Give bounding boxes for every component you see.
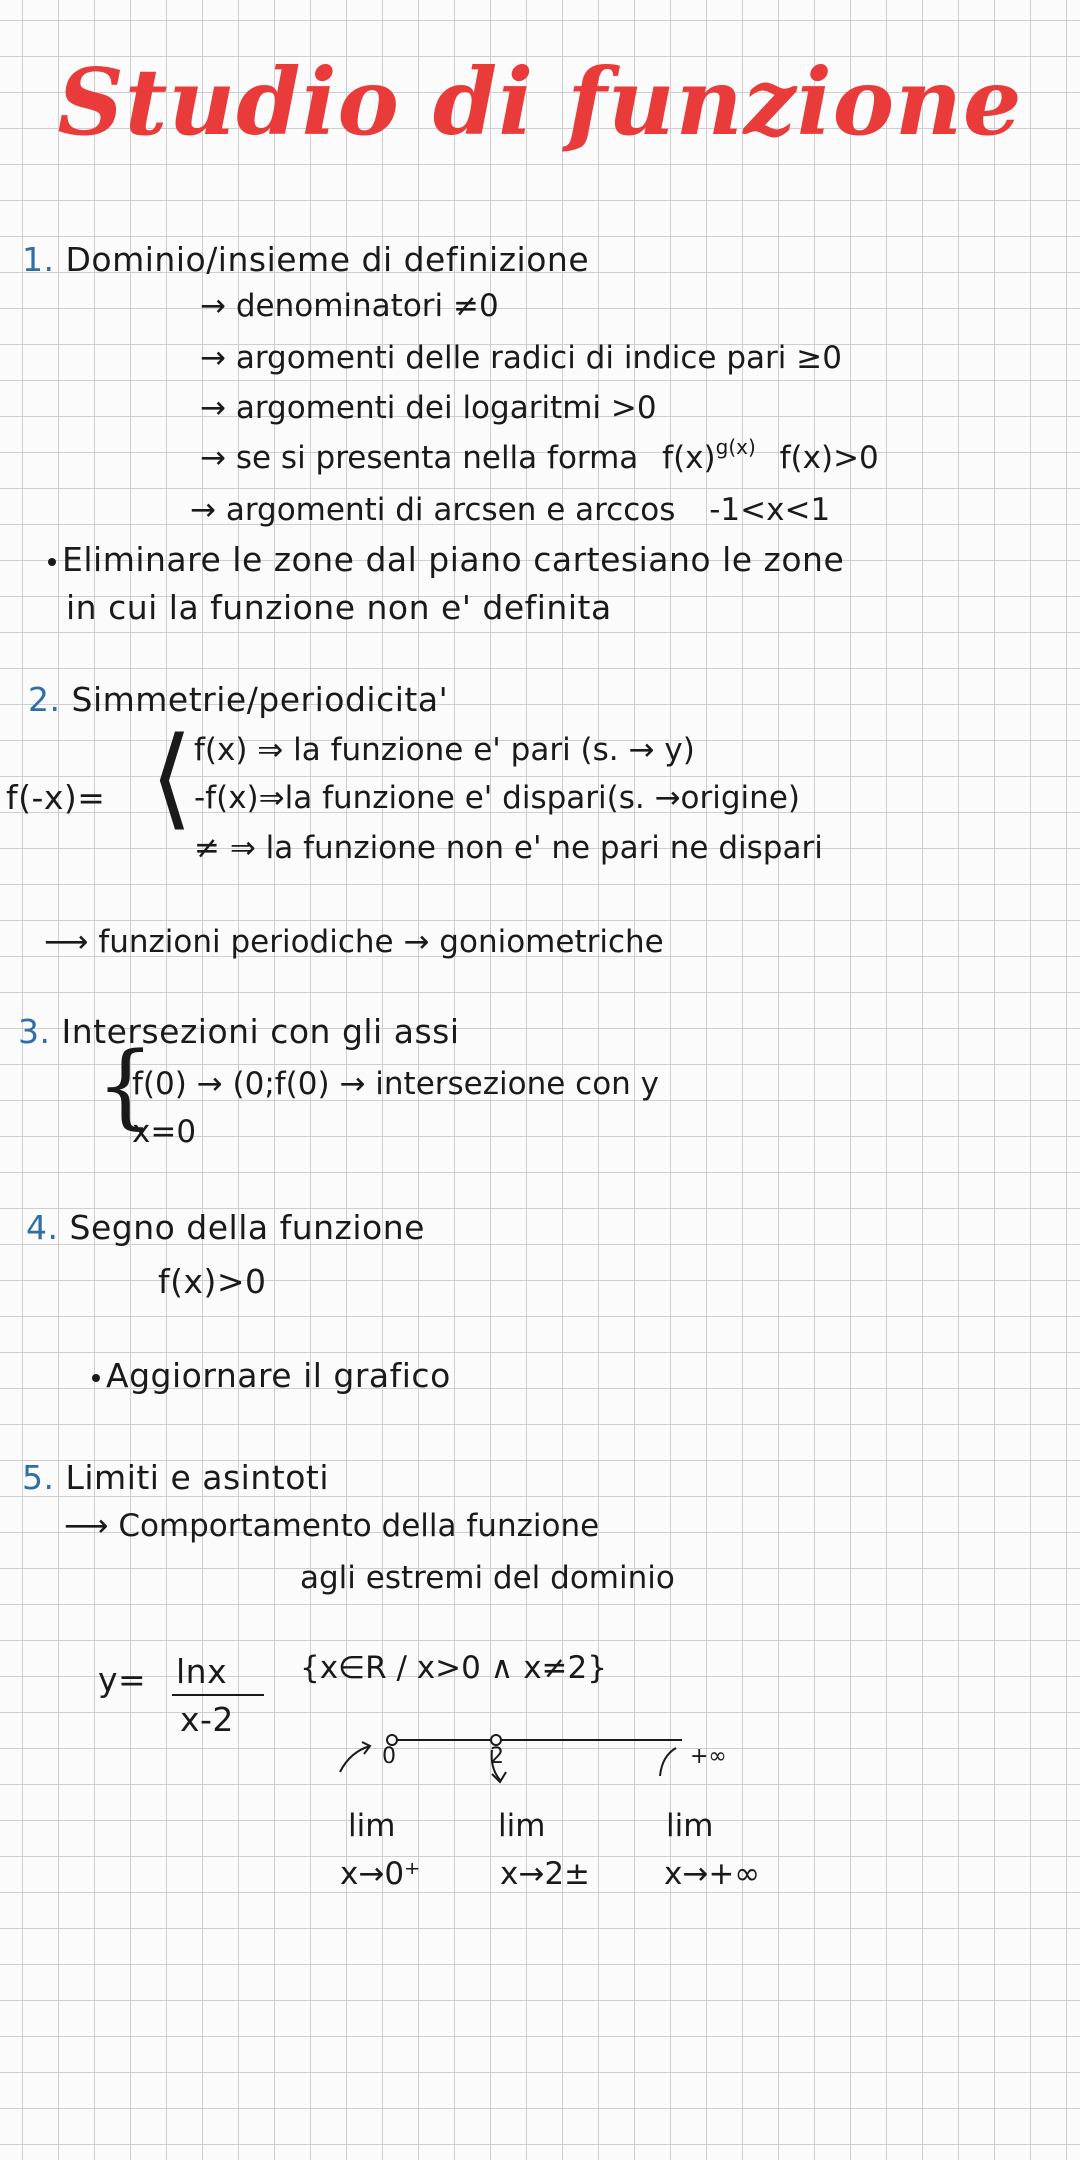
section-3-heading xyxy=(18,1012,460,1051)
arrow-approach-infinity-icon xyxy=(660,1748,676,1776)
limit-3-approach: x→+∞ xyxy=(664,1856,761,1892)
update-graph-text: Aggiornare il grafico xyxy=(106,1356,451,1395)
periodic-functions-text: funzioni periodiche → goniometriche xyxy=(98,924,664,960)
point-label-infinity: +∞ xyxy=(690,1744,727,1769)
section-5-number: 5. xyxy=(22,1458,55,1497)
section-5-title: Limiti e asintoti xyxy=(65,1458,329,1497)
section-2-number: 2. xyxy=(28,680,61,719)
section-1-number: 1. xyxy=(22,240,55,279)
section-3-number: 3. xyxy=(18,1012,51,1051)
limit-3-label: lim xyxy=(666,1808,714,1844)
symmetry-lhs: f(-x)= xyxy=(6,778,106,817)
domain-note-line-1 xyxy=(48,540,844,579)
domain-rule-2-text: argomenti delle radici di indice pari ≥0 xyxy=(235,340,842,376)
behavior-line-2: agli estremi del dominio xyxy=(300,1560,675,1596)
example-y-equals: y= xyxy=(98,1660,147,1699)
limit-2-approach: x→2± xyxy=(500,1856,591,1892)
fraction-denominator: x-2 xyxy=(180,1700,234,1739)
periodic-functions xyxy=(44,924,664,960)
section-3-title: Intersezioni con gli assi xyxy=(61,1012,460,1051)
arrow-right-icon: → xyxy=(200,390,226,426)
domain-rule-3-text: argomenti dei logaritmi >0 xyxy=(235,390,657,426)
arrow-right-icon: ⟶ xyxy=(64,1508,109,1544)
arrow-right-icon: → xyxy=(200,288,226,324)
page-title: Studio di funzione xyxy=(57,48,1023,156)
section-1-title: Dominio/insieme di definizione xyxy=(65,240,590,279)
domain-note-text-1: Eliminare le zone dal piano cartesiano le zone xyxy=(62,540,845,579)
symmetry-case-3: ≠ ⇒ la funzione non e' ne pari ne dispari xyxy=(194,830,823,866)
section-1-heading xyxy=(22,240,589,279)
fraction-bar xyxy=(172,1694,264,1696)
bullet-icon xyxy=(48,558,56,566)
domain-note-line-2: in cui la funzione non e' definita xyxy=(66,588,612,627)
power-base: f(x) xyxy=(662,440,716,476)
intersection-line-1: f(0) → (0;f(0) → intersezione con y xyxy=(132,1066,660,1102)
point-label-0: 0 xyxy=(382,1744,396,1769)
domain-rule-3 xyxy=(200,390,657,426)
limit-2-label: lim xyxy=(498,1808,546,1844)
behavior-text-1: Comportamento della funzione xyxy=(118,1508,600,1544)
symmetry-case-2: -f(x)⇒la funzione e' dispari(s. →origine) xyxy=(194,780,800,816)
limit-1-label: lim xyxy=(348,1808,396,1844)
section-5-heading xyxy=(22,1458,329,1497)
arrow-approach-0-icon xyxy=(340,1746,370,1772)
arrow-right-icon: → xyxy=(190,492,216,528)
domain-rule-2 xyxy=(200,340,842,376)
power-condition: f(x)>0 xyxy=(779,440,879,476)
point-label-2: 2 xyxy=(490,1744,504,1769)
arrow-right-icon: → xyxy=(200,440,226,476)
symmetry-case-1: f(x) ⇒ la funzione e' pari (s. → y) xyxy=(194,732,695,768)
domain-rule-1 xyxy=(200,288,499,324)
arrow-right-icon: ⟶ xyxy=(44,924,89,960)
example-domain: {x∈R / x>0 ∧ x≠2} xyxy=(300,1650,607,1686)
arrow-right-icon: → xyxy=(200,340,226,376)
domain-rule-4-text: se si presenta nella forma xyxy=(235,440,639,476)
sign-inequality: f(x)>0 xyxy=(158,1262,267,1301)
section-4-heading xyxy=(26,1208,425,1247)
fraction-numerator: lnx xyxy=(176,1652,228,1691)
section-4-number: 4. xyxy=(26,1208,59,1247)
arc-range: -1<x<1 xyxy=(709,492,831,528)
domain-rule-1-text: denominatori ≠0 xyxy=(235,288,499,324)
power-exponent: g(x) xyxy=(715,435,756,459)
behavior-line-1 xyxy=(64,1508,599,1544)
domain-rule-5 xyxy=(190,492,830,528)
intersection-line-2: x=0 xyxy=(132,1114,197,1150)
left-angle-brace-icon: ⟨ xyxy=(150,713,193,841)
left-curly-brace-icon: { xyxy=(96,1032,155,1139)
domain-rule-4 xyxy=(200,435,879,476)
section-2-title: Simmetrie/periodicita' xyxy=(71,680,449,719)
section-4-title: Segno della funzione xyxy=(69,1208,425,1247)
power-form xyxy=(662,435,756,476)
bullet-icon xyxy=(92,1374,100,1382)
arrowhead-icon xyxy=(492,1772,506,1782)
domain-rule-5-text: argomenti di arcsen e arccos xyxy=(225,492,676,528)
section-2-heading xyxy=(28,680,448,719)
domain-number-line xyxy=(310,1716,730,1806)
limit-1-approach: x→0⁺ xyxy=(340,1856,421,1892)
update-graph-note xyxy=(92,1356,451,1395)
